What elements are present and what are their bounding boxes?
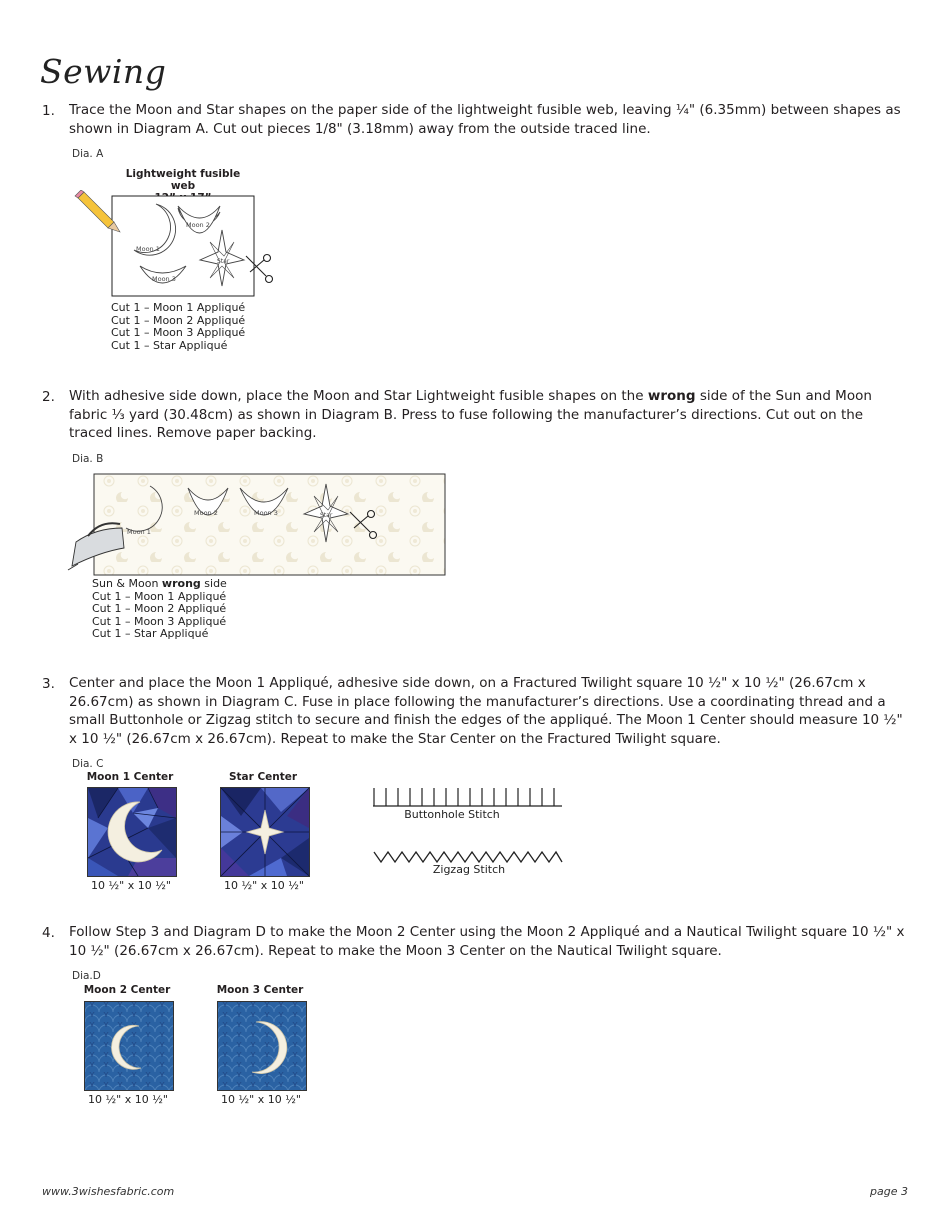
cut-list-item: Cut 1 – Star Appliqué: [92, 627, 209, 640]
cut-list-item: Cut 1 – Moon 3 Appliqué: [111, 326, 246, 339]
block-title: Moon 2 Center: [83, 984, 171, 996]
diagram-label: Dia. A: [72, 148, 104, 160]
page-number: page 3: [870, 1185, 908, 1198]
step-text-part: With adhesive side down, place the Moon and Star Lightweight fusible shapes on the: [69, 388, 648, 404]
buttonhole-stitch-diagram: [372, 786, 566, 810]
diagram-label: Dia. C: [72, 758, 104, 770]
block-title: Moon 3 Center: [216, 984, 304, 996]
moon2-label: Moon 2: [186, 221, 210, 229]
block-title: Moon 1 Center: [86, 771, 174, 783]
step-text: [69, 387, 909, 443]
step-number: 4.: [42, 925, 55, 941]
cut-list-item: Cut 1 – Moon 1 Appliqué: [111, 301, 246, 314]
moon1-center-block: [87, 787, 177, 877]
moon3-label: Moon 3: [152, 275, 176, 283]
block-title: Star Center: [228, 771, 298, 783]
fabric-side-note: [92, 578, 227, 591]
block-size: 10 ½" x 10 ½": [88, 1093, 168, 1106]
stitch-marks: [374, 788, 554, 806]
moon2-label: Moon 2: [194, 509, 218, 517]
star-label: Star: [320, 512, 333, 519]
moon3-center-block: [217, 1001, 307, 1091]
buttonhole-stitch-label: Buttonhole Stitch: [404, 808, 500, 821]
cut-list-item: Cut 1 – Moon 2 Appliqué: [92, 602, 227, 615]
side-bold: wrong: [161, 577, 201, 590]
page-title: Sewing: [40, 52, 167, 91]
zigzag-stitch-diagram: [372, 850, 566, 864]
step-text-part: side of the Sun and Moon fabric ⅓ yard (30.48cm) as shown in Diagram B. Press to fuse following the manufacturer’s directions. Cut out on the traced lines. Remove paper backing.: [69, 388, 872, 441]
step-number: 3.: [42, 676, 55, 692]
step-number: 1.: [42, 103, 55, 119]
moon1-label: Moon 1: [127, 528, 151, 536]
moon2-center-block: [84, 1001, 174, 1091]
block-size: 10 ½" x 10 ½": [221, 1093, 301, 1106]
cut-list: [111, 302, 245, 352]
moon1-label: Moon 1: [136, 245, 160, 253]
fabric-diagram: [66, 472, 452, 580]
cut-list: [92, 578, 227, 641]
moon3-label: Moon 3: [254, 509, 278, 517]
zigzag-stitch-label: Zigzag Stitch: [432, 863, 506, 876]
cut-list-item: Cut 1 – Moon 2 Appliqué: [111, 313, 246, 327]
step-text: Trace the Moon and Star shapes on the paper side of the lightweight fusible web, leaving ¼" (6.35mm) between shapes as shown in Diagram A. Cut out pieces 1/8" (3.18mm) away from the outside traced line.: [69, 102, 901, 137]
fusible-web-diagram: [74, 190, 284, 300]
cut-list-item: Cut 1 – Star Appliqué: [111, 338, 228, 352]
footer-website[interactable]: www.3wishesfabric.com: [42, 1185, 175, 1198]
caption-line: Lightweight fusible web: [125, 168, 241, 192]
step-text: Center and place the Moon 1 Appliqué, adhesive side down, on a Fractured Twilight square 10 ½" x 10 ½" (26.67cm x 26.67cm) as shown in Diagram C. Fuse in place following the manufacturer’s directions. Use a coordinating thread and a small Buttonhole or Zigzag stitch to secure and finish the edges of the appliqué. The Moon 1 Center should measure 10 ½" x 10 ½" (26.67cm x 26.67cm). Repeat to make the Star Center on the Fractured Twilight square.: [69, 675, 903, 747]
block-size: 10 ½" x 10 ½": [91, 879, 171, 892]
cut-list-item: Cut 1 – Moon 3 Appliqué: [92, 614, 227, 628]
emphasis-text: wrong: [647, 388, 696, 404]
cut-list-item: Cut 1 – Moon 1 Appliqué: [92, 589, 227, 603]
diagram-label: Dia. B: [72, 453, 104, 465]
step-number: 2.: [42, 389, 55, 405]
side-prefix: Sun & Moon: [92, 577, 162, 590]
side-suffix: side: [200, 577, 227, 590]
star-label: Star: [217, 258, 230, 265]
block-size: 10 ½" x 10 ½": [224, 879, 304, 892]
star-center-block: [220, 787, 310, 877]
fabric-piece: [94, 474, 445, 575]
diagram-label: Dia.D: [72, 970, 101, 982]
step-text: Follow Step 3 and Diagram D to make the Moon 2 Center using the Moon 2 Appliqué and a Nautical Twilight square 10 ½" x 10 ½" (26.67cm x 26.67cm). Repeat to make the Moon 3 Center on the Nautical Twilight square.: [69, 924, 905, 959]
